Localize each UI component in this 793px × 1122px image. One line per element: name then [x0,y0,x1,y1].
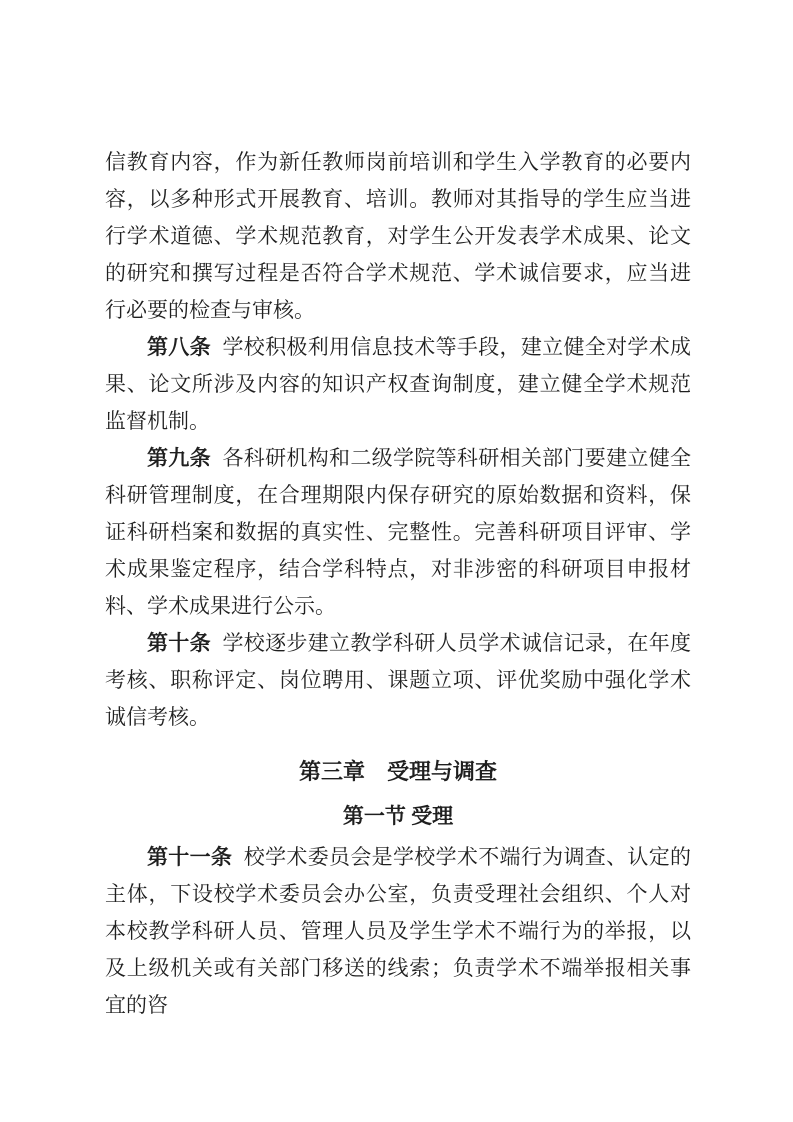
paragraph-continuation [105,144,691,329]
paragraph-article-9 [105,440,691,625]
article-8-number: 第八条 [147,335,211,359]
chapter-heading: 第三章 受理与调查 [298,759,497,784]
paragraph-text: 学校积极利用信息技术等手段，建立健全对学术成果、论文所涉及内容的知识产权查询制度，建立健全学术规范监督机制。 [105,335,692,433]
paragraph-text: 各科研机构和二级学院等科研相关部门要建立健全科研管理制度，在合理期限内保存研究的原始数据和资料，保证科研档案和数据的真实性、完整性。完善科研项目评审、学术成果鉴定程序，结合学科特点，对非涉密的科研项目申报材料、学术成果进行公示。 [105,446,692,618]
paragraph-article-11 [105,839,691,1024]
paragraph-text: 信教育内容，作为新任教师岗前培训和学生入学教育的必要内容，以多种形式开展教育、培训。教师对其指导的学生应当进行学术道德、学术规范教育，对学生公开发表学术成果、论文的研究和撰写过程是否符合学术规范、学术诚信要求，应当进行必要的检查与审核。 [105,150,691,322]
document-page [105,144,691,1024]
paragraph-text: 学校逐步建立教学科研人员学术诚信记录，在年度考核、职称评定、岗位聘用、课题立项、评优奖励中强化学术诚信考核。 [105,631,692,729]
article-10-number: 第十条 [147,631,211,655]
article-11-number: 第十一条 [147,845,233,869]
paragraph-article-8 [105,329,691,440]
paragraph-article-10 [105,625,691,736]
section-heading: 第一节 受理 [342,804,454,828]
article-9-number: 第九条 [147,446,211,470]
paragraph-text: 校学术委员会是学校学术不端行为调查、认定的主体，下设校学术委员会办公室，负责受理社会组织、个人对本校教学科研人员、管理人员及学生学术不端行为的举报，以及上级机关或有关部门移送的线索；负责学术不端举报相关事宜的咨 [105,845,692,1017]
